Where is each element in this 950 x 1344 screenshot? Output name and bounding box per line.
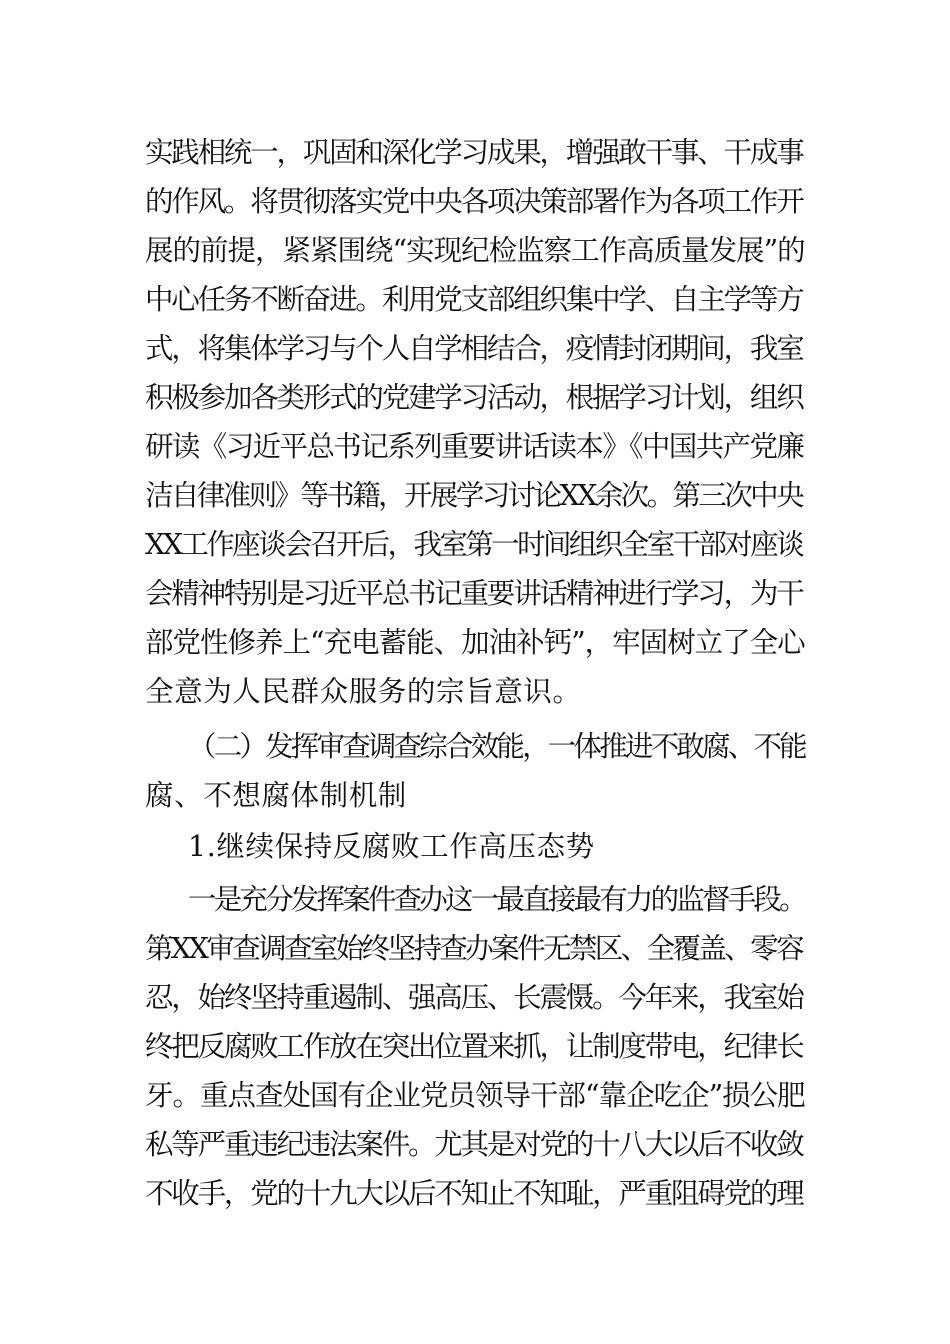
body-text-line: 积极参加各类形式的党建学习活动，根据学习计划，组织 xyxy=(145,381,803,414)
subsection-heading: 1.继续保持反腐败工作高压态势 xyxy=(188,830,595,863)
body-text-line: 第XX审查调查室始终坚持查办案件无禁区、全覆盖、零容 xyxy=(145,932,802,965)
body-text-line: 洁自律准则》等书籍，开展学习讨论XX余次。第三次中央 xyxy=(145,479,802,512)
body-text-line: 展的前提，紧紧围绕“实现纪检监察工作高质量发展”的 xyxy=(145,234,805,267)
body-text-line: 牙。重点查处国有企业党员领导干部“靠企吃企”损公肥 xyxy=(145,1079,805,1112)
body-text-line: 一是充分发挥案件查办这一最直接最有力的监督手段。 xyxy=(188,883,805,916)
body-text-line: 的作风。将贯彻落实党中央各项决策部署作为各项工作开 xyxy=(145,185,803,218)
body-text-line: 全意为人民群众服务的宗旨意识。 xyxy=(145,675,582,708)
section-heading-continued: 腐、不想腐体制机制 xyxy=(145,779,407,812)
body-text-line: 会精神特别是习近平总书记重要讲话精神进行学习，为干 xyxy=(145,577,803,610)
body-text-line: 中心任务不断奋进。利用党支部组织集中学、自主学等方 xyxy=(145,283,803,316)
body-text-line: 实践相统一，巩固和深化学习成果，增强敢干事、干成事 xyxy=(145,136,803,169)
body-text-line: 私等严重违纪违法案件。尤其是对党的十八大以后不收敛 xyxy=(145,1128,803,1161)
body-text-line: 忍，始终坚持重遏制、强高压、长震慑。今年来，我室始 xyxy=(145,981,803,1014)
body-text-line: 部党性修养上“充电蓄能、加油补钙”，牢固树立了全心 xyxy=(145,626,805,659)
body-text-line: 不收手，党的十九大以后不知止不知耻，严重阻碍党的理 xyxy=(145,1177,803,1210)
section-heading: （二）发挥审查调查综合效能，一体推进不敢腐、不能 xyxy=(188,730,805,763)
body-text-line: XX工作座谈会召开后，我室第一时间组织全室干部对座谈 xyxy=(145,528,802,561)
body-text-line: 式，将集体学习与个人自学相结合，疫情封闭期间，我室 xyxy=(145,332,803,365)
body-text-line: 研读《习近平总书记系列重要讲话读本》《中国共产党廉 xyxy=(145,430,804,463)
body-text-line: 终把反腐败工作放在突出位置来抓，让制度带电，纪律长 xyxy=(145,1030,803,1063)
